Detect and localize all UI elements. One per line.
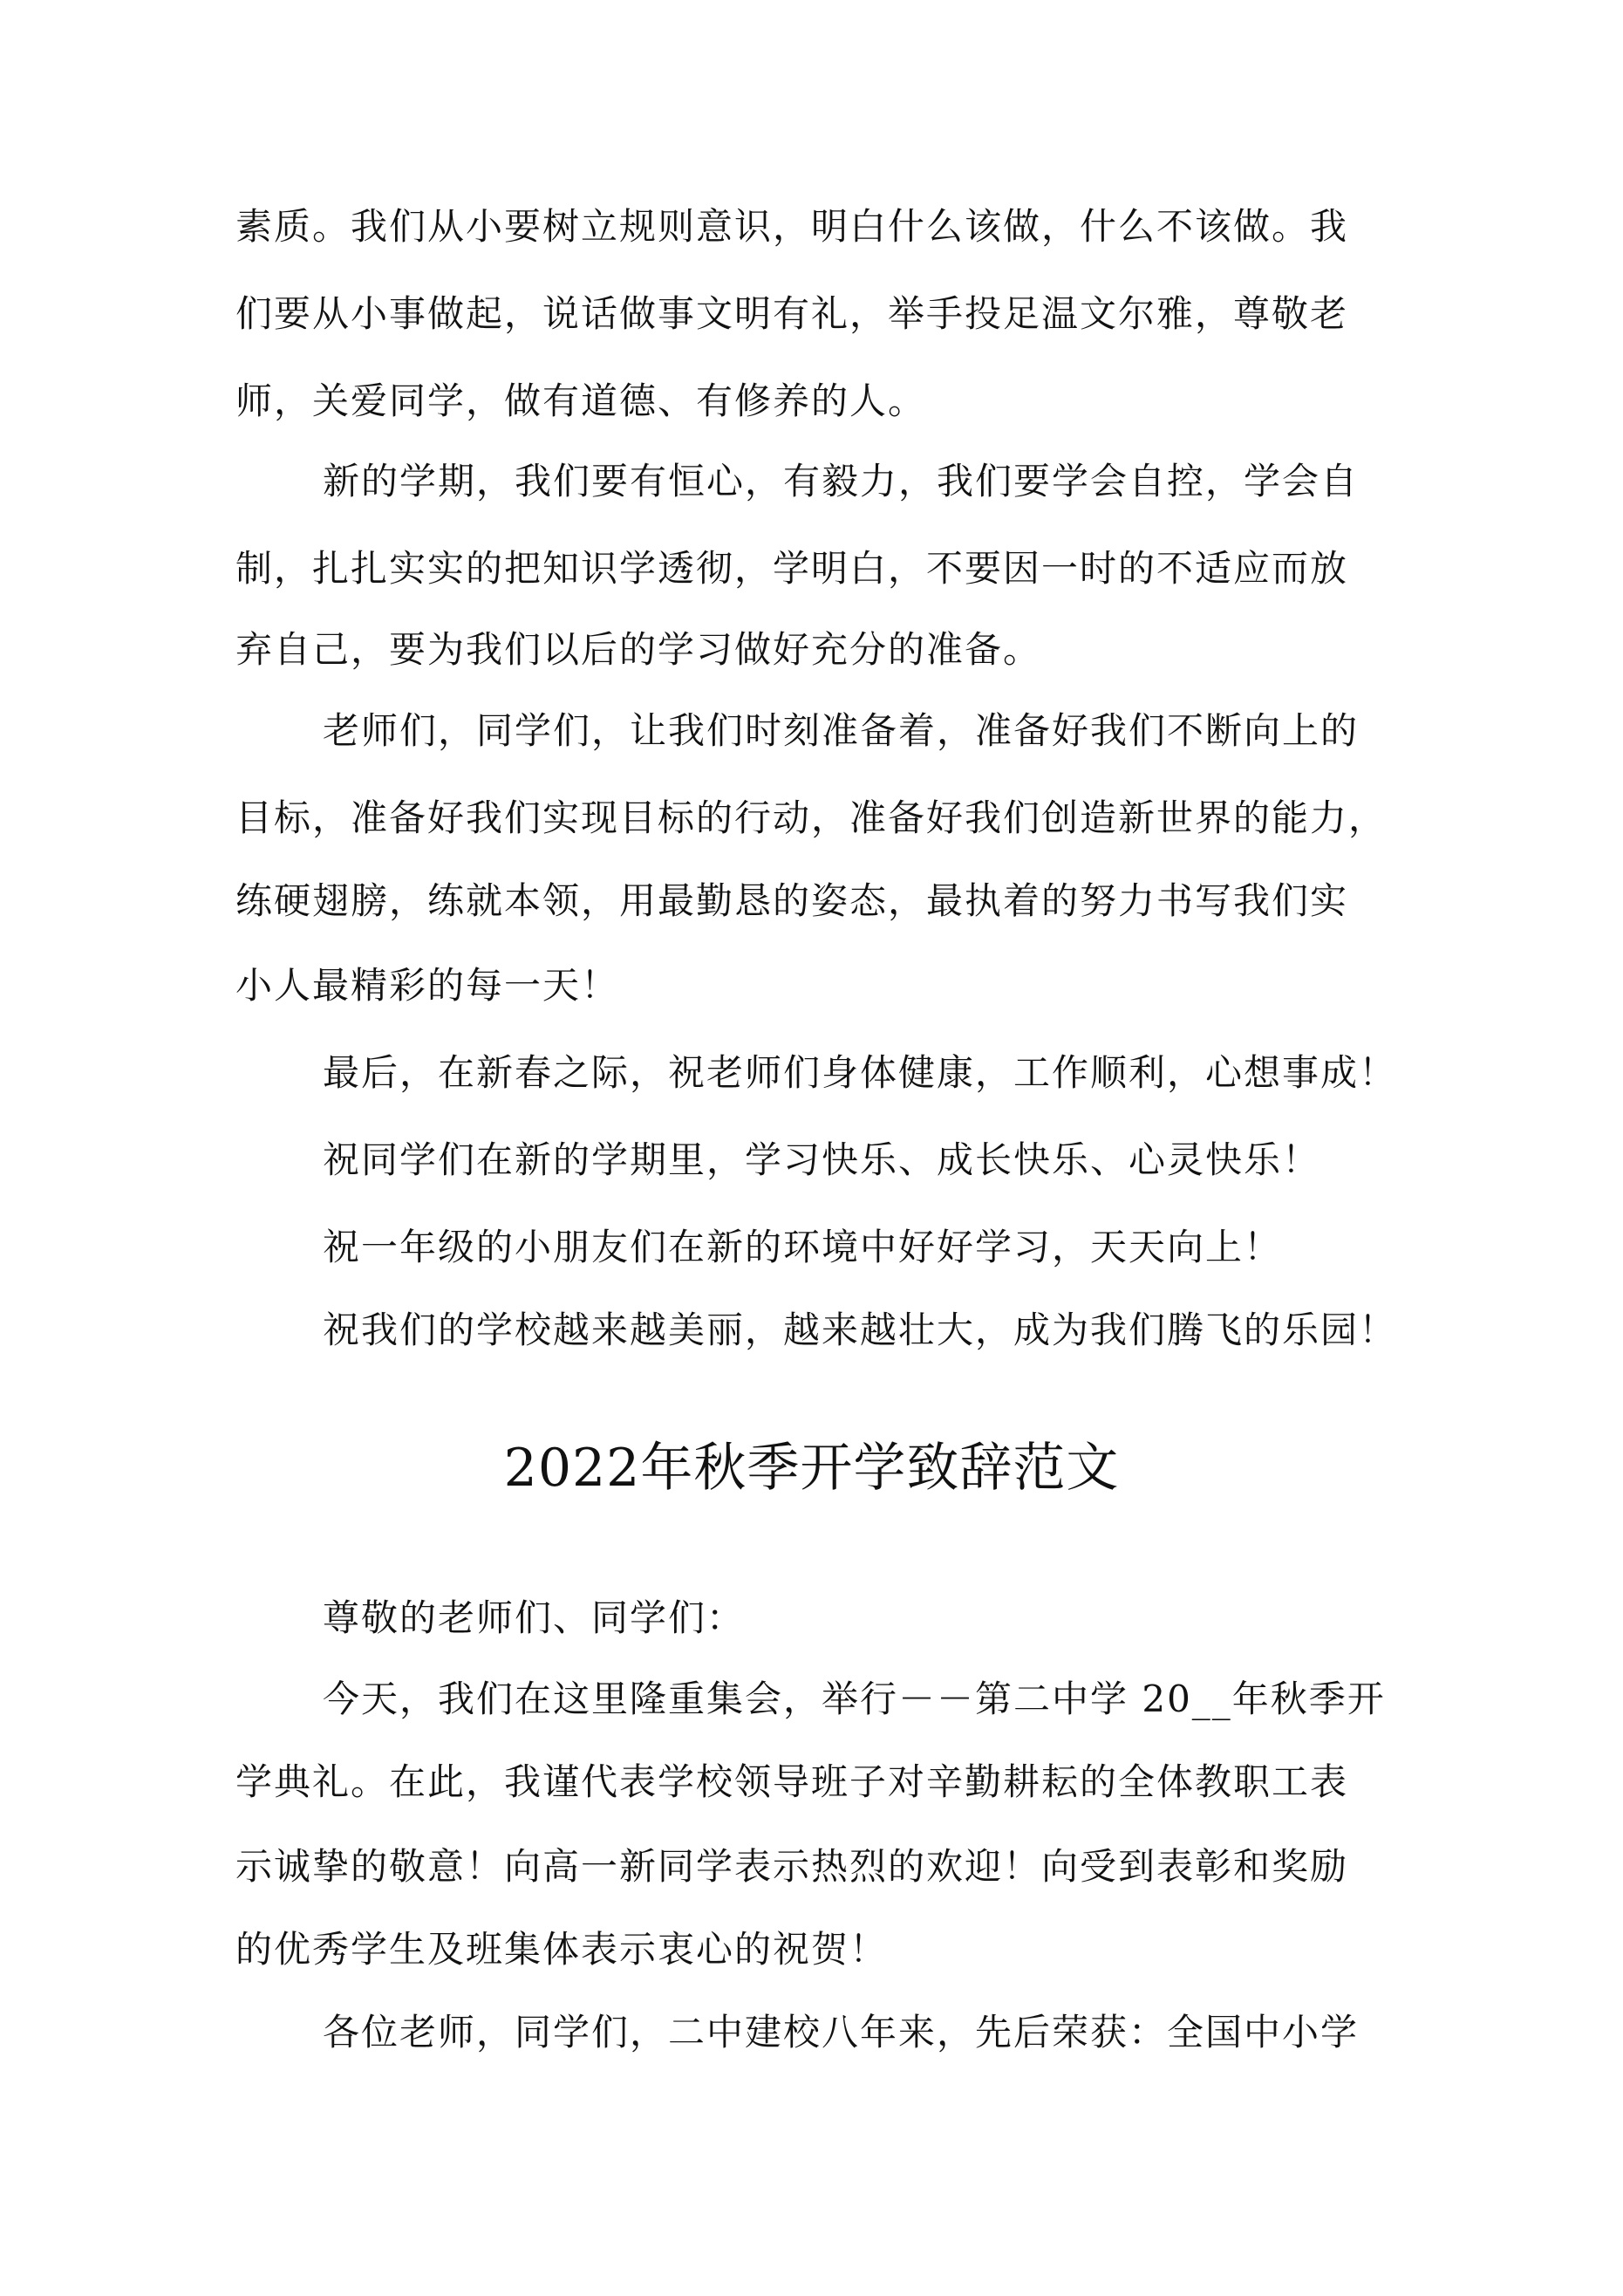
paragraph-line: 今天，我们在这里隆重集会，举行－－第二中学 20__年秋季开 bbox=[323, 1678, 1386, 1720]
paragraph-line: 们要从小事做起，说话做事文明有礼，举手投足温文尔雅，尊敬老 bbox=[235, 292, 1349, 335]
paragraph-line: 老师们，同学们，让我们时刻准备着，准备好我们不断向上的 bbox=[323, 709, 1360, 752]
paragraph-line: 素质。我们从小要树立规则意识，明白什么该做，什么不该做。我 bbox=[235, 205, 1349, 248]
paragraph-line: 示诚挚的敬意！向高一新同学表示热烈的欢迎！向受到表彰和奖励 bbox=[235, 1845, 1349, 1888]
paragraph-line: 祝同学们在新的学期里，学习快乐、成长快乐、心灵快乐！ bbox=[323, 1138, 1321, 1181]
paragraph-line: 小人最精彩的每一天！ bbox=[235, 964, 620, 1007]
paragraph-line: 目标，准备好我们实现目标的行动，准备好我们创造新世界的能力， bbox=[235, 796, 1388, 839]
paragraph-line: 师，关爱同学，做有道德、有修养的人。 bbox=[235, 379, 927, 422]
paragraph-line: 尊敬的老师们、同学们： bbox=[323, 1596, 746, 1639]
paragraph-line: 祝我们的学校越来越美丽，越来越壮大，成为我们腾飞的乐园！ bbox=[323, 1309, 1398, 1351]
paragraph-line: 制，扎扎实实的把知识学透彻，学明白，不要因一时的不适应而放 bbox=[235, 547, 1349, 590]
paragraph-line: 最后，在新春之际，祝老师们身体健康，工作顺利，心想事成！ bbox=[323, 1051, 1398, 1094]
paragraph-line: 新的学期，我们要有恒心，有毅力，我们要学会自控，学会自 bbox=[323, 460, 1360, 502]
paragraph-line: 弃自己，要为我们以后的学习做好充分的准备。 bbox=[235, 628, 1042, 671]
paragraph-line: 的优秀学生及班集体表示衷心的祝贺！ bbox=[235, 1928, 889, 1971]
paragraph-line: 练硬翅膀，练就本领，用最勤恳的姿态，最执着的努力书写我们实 bbox=[235, 879, 1349, 922]
paragraph-line: 祝一年级的小朋友们在新的环境中好好学习，天天向上！ bbox=[323, 1226, 1283, 1268]
document-title: 2022年秋季开学致辞范文 bbox=[503, 1438, 1120, 1499]
paragraph-line: 各位老师，同学们，二中建校八年来，先后荣获：全国中小学 bbox=[323, 2011, 1360, 2053]
paragraph-line: 学典礼。在此，我谨代表学校领导班子对辛勤耕耘的全体教职工表 bbox=[235, 1760, 1349, 1803]
